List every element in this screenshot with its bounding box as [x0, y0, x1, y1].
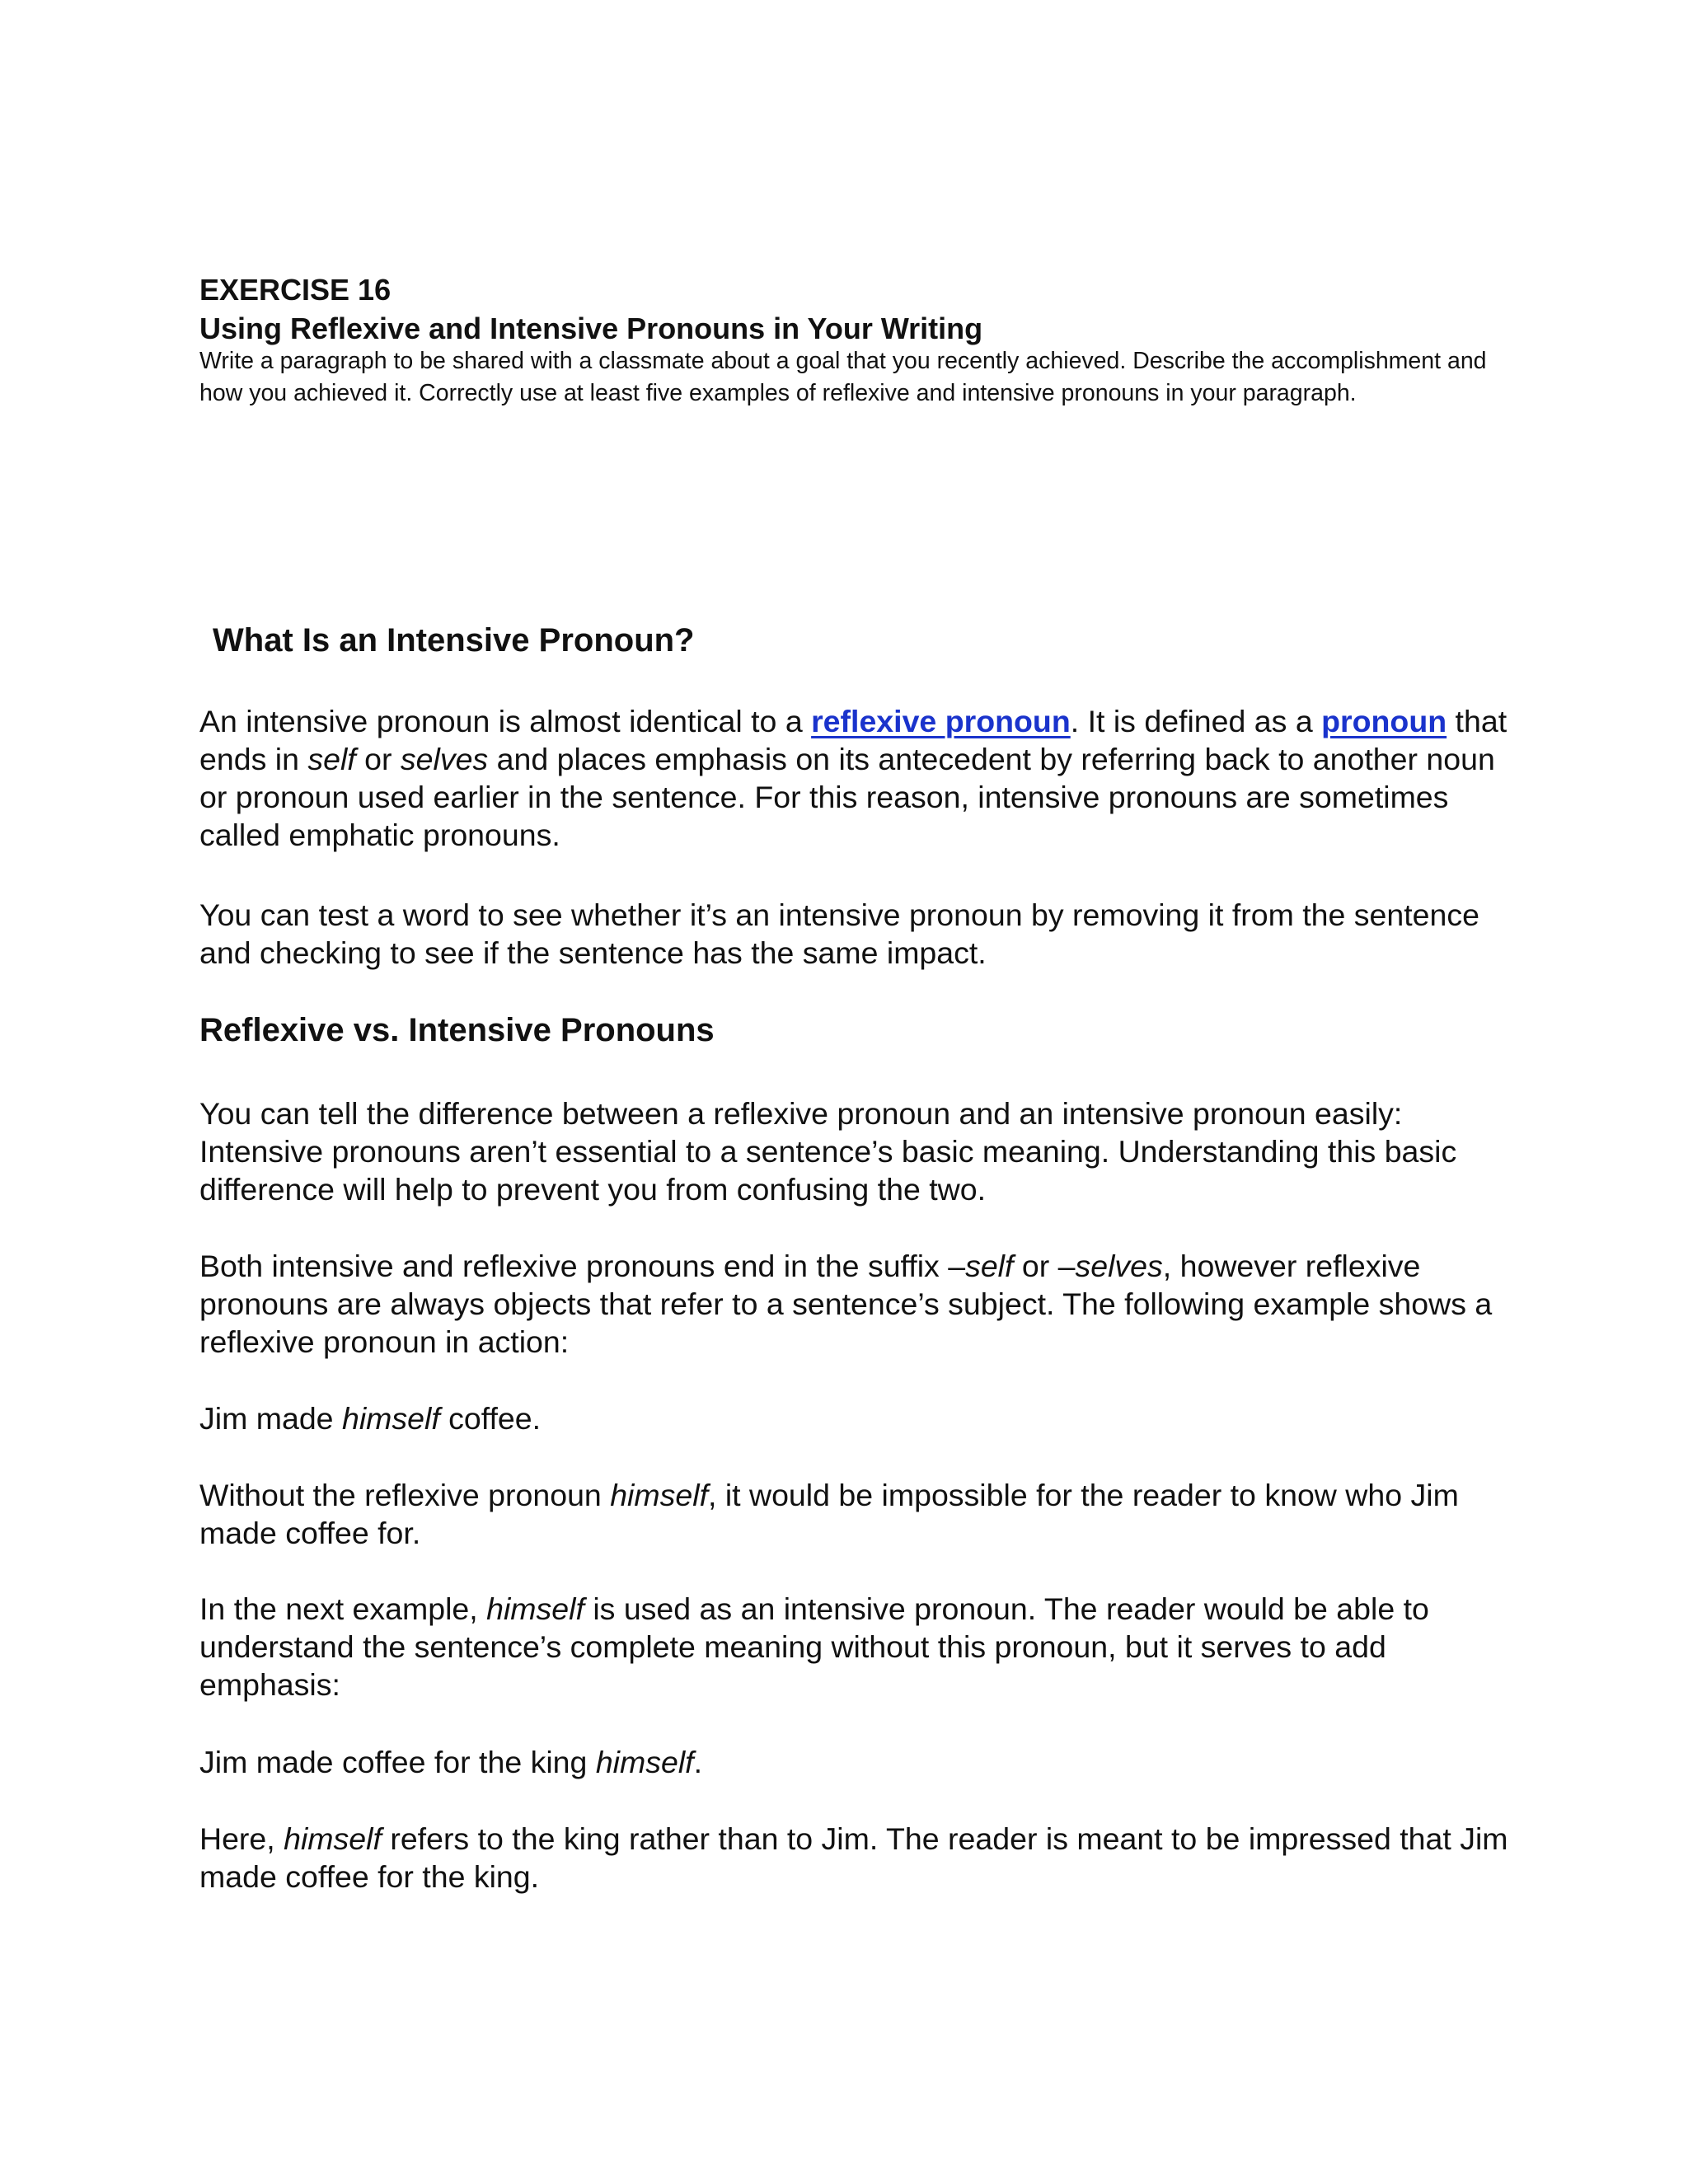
italic-term: himself [595, 1745, 694, 1779]
text-run: , however reflexive pronouns are always objects that refer to a sentence’s subject. The following example shows a reflexive pronoun in action: [199, 1249, 1493, 1359]
paragraph-intensive-explanation [199, 1820, 1510, 1896]
text-run: . [693, 1745, 703, 1779]
exercise-instructions: Write a paragraph to be shared with a classmate about a goal that you recently achieved. Describe the accomplishment and how you achieved it. Correctly use at least five examples of reflexive and intensive pronouns in your paragraph. [199, 348, 1487, 406]
paragraph-definition [199, 702, 1510, 854]
paragraph-test: You can test a word to see whether it’s an intensive pronoun by removing it from the sentence and checking to see if the sentence has the same impact. [199, 898, 1479, 970]
italic-term: himself [610, 1478, 708, 1512]
italic-term: selves [1075, 1249, 1163, 1283]
text-run: and places emphasis on its antecedent by referring back to another noun or pronoun used earlier in the sentence. For this reason, intensive pronouns are sometimes called emphatic pronouns. [199, 742, 1495, 852]
text-run: , it would be impossible for the reader to know who Jim made coffee for. [199, 1478, 1459, 1550]
text-run: In the next example, [199, 1591, 487, 1626]
paragraph-intensive-intro [199, 1590, 1510, 1704]
example-reflexive [199, 1399, 1510, 1437]
text-run: Without the reflexive pronoun [199, 1478, 611, 1512]
pronoun-link[interactable]: pronoun [1321, 704, 1447, 738]
text-run: Jim made [199, 1401, 342, 1436]
italic-term: self [307, 742, 356, 776]
text-run: Jim made coffee for the king [199, 1745, 596, 1779]
text-run: Both intensive and reflexive pronouns end in the suffix – [199, 1249, 966, 1283]
text-run: An intensive pronoun is almost identical to a [199, 704, 812, 738]
reflexive-pronoun-link[interactable]: reflexive pronoun [811, 704, 1071, 738]
italic-term: self [965, 1249, 1014, 1283]
text-run: or [355, 742, 401, 776]
heading-intensive-pronoun: What Is an Intensive Pronoun? [213, 622, 695, 658]
text-run: refers to the king rather than to Jim. The reader is meant to be impressed that Jim made coffee for the king. [199, 1821, 1508, 1894]
example-intensive [199, 1743, 1510, 1781]
paragraph-suffix [199, 1247, 1510, 1361]
italic-term: himself [341, 1401, 440, 1436]
text-run: Here, [199, 1821, 284, 1856]
italic-term: selves [400, 742, 489, 776]
text-run: . It is defined as a [1070, 704, 1322, 738]
text-run: or – [1013, 1249, 1076, 1283]
italic-term: himself [284, 1821, 382, 1856]
exercise-subtitle: Using Reflexive and Intensive Pronouns in Your Writing [199, 312, 983, 345]
text-run: that ends in [199, 704, 1507, 776]
paragraph-difference: You can tell the difference between a reflexive pronoun and an intensive pronoun easily: Intensive pronouns aren’t essential to a sentence’s basic meaning. Understanding this basic difference will help to prevent you from confusing the two. [199, 1096, 1457, 1207]
paragraph-reflexive-explanation [199, 1476, 1510, 1552]
heading-reflexive-vs-intensive: Reflexive vs. Intensive Pronouns [199, 1012, 715, 1048]
exercise-title: EXERCISE 16 [199, 273, 392, 307]
italic-term: himself [486, 1591, 584, 1626]
text-run: is used as an intensive pronoun. The reader would be able to understand the sentence’s complete meaning without this pronoun, but it serves to add emphasis: [199, 1591, 1429, 1702]
text-run: coffee. [439, 1401, 542, 1436]
